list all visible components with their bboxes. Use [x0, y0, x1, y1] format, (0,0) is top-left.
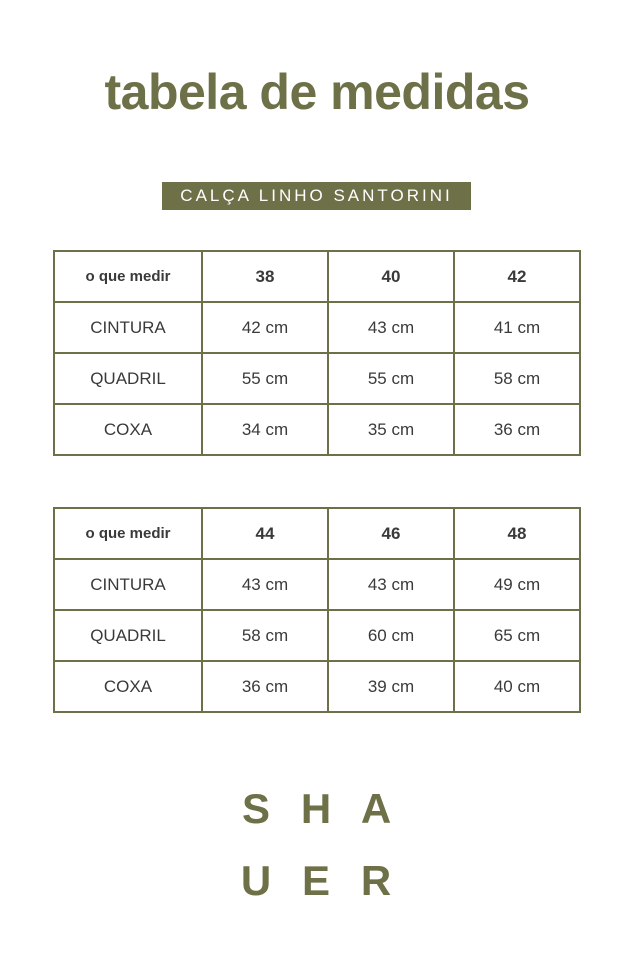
- brand-letter: A: [360, 785, 394, 832]
- measure-label-cell: QUADRIL: [54, 353, 202, 404]
- size-header-cell: 44: [202, 508, 328, 559]
- measure-value-cell: 43 cm: [328, 559, 454, 610]
- table-row: [54, 559, 580, 610]
- brand-letter: U: [240, 857, 274, 904]
- brand-letter: S: [241, 785, 272, 832]
- measure-value-cell: 60 cm: [328, 610, 454, 661]
- measure-value-cell: 65 cm: [454, 610, 580, 661]
- table-row: [54, 404, 580, 455]
- measure-label-cell: CINTURA: [54, 302, 202, 353]
- measure-value-cell: 41 cm: [454, 302, 580, 353]
- size-header-cell: 48: [454, 508, 580, 559]
- size-table-2: [53, 507, 581, 713]
- size-header-cell: 46: [328, 508, 454, 559]
- measure-label-cell: COXA: [54, 404, 202, 455]
- measure-value-cell: 49 cm: [454, 559, 580, 610]
- size-header-cell: 38: [202, 251, 328, 302]
- brand-logo-line-1: [0, 784, 634, 834]
- measure-value-cell: 42 cm: [202, 302, 328, 353]
- table-row: [54, 610, 580, 661]
- measure-label-cell: CINTURA: [54, 559, 202, 610]
- size-header-cell: 42: [454, 251, 580, 302]
- table-header-row: [54, 508, 580, 559]
- measure-value-cell: 55 cm: [202, 353, 328, 404]
- measure-label-cell: QUADRIL: [54, 610, 202, 661]
- measure-value-cell: 40 cm: [454, 661, 580, 712]
- measure-value-cell: 34 cm: [202, 404, 328, 455]
- measure-value-cell: 43 cm: [202, 559, 328, 610]
- table-row: [54, 661, 580, 712]
- measure-value-cell: 39 cm: [328, 661, 454, 712]
- size-table-1: [53, 250, 581, 456]
- brand-letter: R: [360, 857, 394, 904]
- measure-value-cell: 35 cm: [328, 404, 454, 455]
- measure-value-cell: 58 cm: [454, 353, 580, 404]
- measure-value-cell: 36 cm: [454, 404, 580, 455]
- measure-label-cell: COXA: [54, 661, 202, 712]
- table-row: [54, 353, 580, 404]
- size-header-cell: 40: [328, 251, 454, 302]
- brand-letter: E: [301, 857, 332, 904]
- header-label-cell: o que medir: [54, 508, 202, 559]
- measure-value-cell: 58 cm: [202, 610, 328, 661]
- brand-logo-line-2: [0, 856, 634, 906]
- table-header-row: [54, 251, 580, 302]
- header-label-cell: o que medir: [54, 251, 202, 302]
- product-name-badge: CALÇA LINHO SANTORINI: [162, 182, 471, 210]
- brand-letter: H: [300, 785, 334, 832]
- measure-value-cell: 36 cm: [202, 661, 328, 712]
- table-row: [54, 302, 580, 353]
- measure-value-cell: 43 cm: [328, 302, 454, 353]
- measure-value-cell: 55 cm: [328, 353, 454, 404]
- page-title: tabela de medidas: [104, 64, 530, 120]
